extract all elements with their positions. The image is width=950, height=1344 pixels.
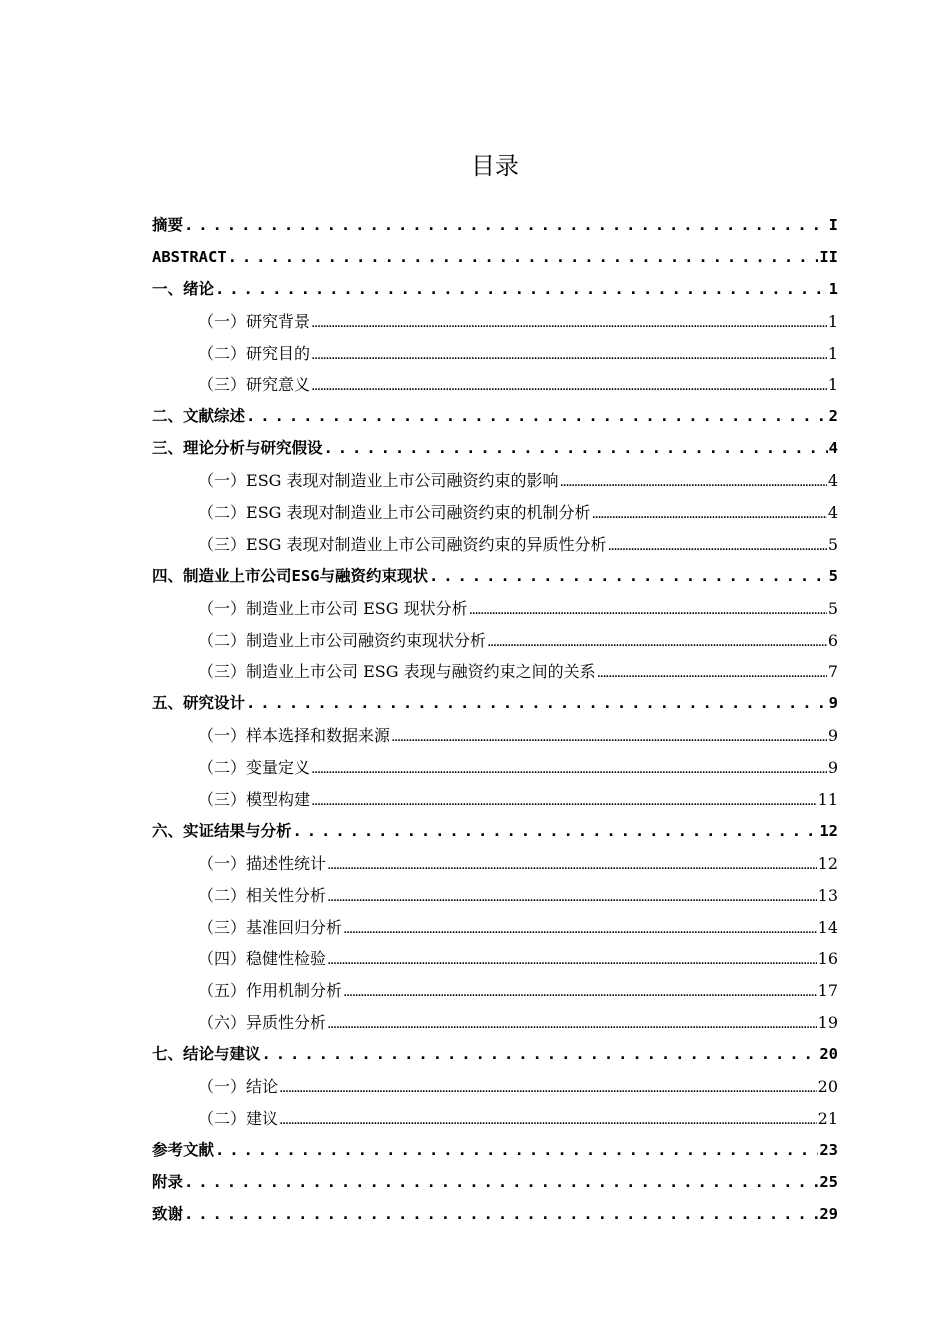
dot-leader: [311, 369, 827, 403]
toc-subentry[interactable]: [152, 1103, 838, 1135]
dot-leader: [215, 1135, 818, 1167]
toc-entry-title: 研究意义: [246, 375, 311, 395]
toc-entry-title: 作用机制分析: [246, 981, 343, 1001]
toc-entry-number: （四）: [198, 949, 247, 969]
toc-entry-number: （二）: [198, 343, 247, 363]
dot-leader: [597, 656, 827, 690]
toc-entry[interactable]: [152, 688, 838, 720]
toc-page-number: 1: [827, 375, 838, 395]
toc-page-number: 5: [828, 566, 838, 585]
toc-subentry[interactable]: [152, 1071, 838, 1103]
toc-entry-number: 五、: [152, 694, 184, 713]
toc-entry-number: （三）: [198, 534, 247, 554]
toc-subentry[interactable]: [152, 625, 838, 657]
page-title: 目录: [471, 152, 519, 180]
toc-entry-number: （二）: [198, 1108, 247, 1128]
toc-subentry[interactable]: [152, 465, 838, 497]
toc-entry-title: 相关性分析: [246, 885, 327, 905]
toc-subentry[interactable]: [152, 784, 838, 816]
toc-entry-number: （二）: [198, 630, 247, 650]
dot-leader: [293, 816, 819, 848]
toc-page-number: 6: [827, 630, 838, 650]
toc-subentry[interactable]: [152, 529, 838, 561]
toc-entry-title: 制造业上市公司 ESG 现状分析: [246, 598, 468, 618]
dot-leader: [560, 465, 827, 499]
toc-entry[interactable]: [152, 242, 838, 274]
toc-entry[interactable]: [152, 274, 838, 306]
dot-leader: [324, 433, 828, 465]
toc-entry-number: 七、: [152, 1045, 184, 1064]
toc-page-number: 5: [827, 534, 838, 554]
toc-subentry[interactable]: [152, 975, 838, 1007]
toc-entry-number: （二）: [198, 758, 247, 778]
toc-page-number: 16: [817, 949, 838, 969]
toc-subentry[interactable]: [152, 752, 838, 784]
toc-page-number: 25: [819, 1172, 838, 1191]
toc-page-number: 4: [827, 471, 838, 491]
toc-page-number: 17: [817, 981, 838, 1001]
dot-leader: [311, 784, 817, 818]
toc-entry-title: 结论: [246, 1077, 279, 1097]
toc-page-number: 1: [827, 311, 838, 331]
dot-leader: [487, 625, 827, 659]
dot-leader: [262, 1039, 819, 1071]
toc-entry-number: （二）: [198, 503, 247, 523]
dot-leader: [184, 1199, 818, 1231]
toc-entry-title: ABSTRACT: [152, 247, 227, 266]
toc-page-number: 29: [819, 1204, 838, 1223]
toc-entry-title: 制造业上市公司融资约束现状分析: [246, 630, 487, 650]
toc-page-number: 4: [828, 439, 838, 458]
toc-subentry[interactable]: [152, 912, 838, 944]
toc-entry-title: 稳健性检验: [246, 949, 327, 969]
toc-subentry[interactable]: [152, 848, 838, 880]
toc-entry-number: （三）: [198, 917, 247, 937]
toc-page-number: 21: [817, 1108, 838, 1128]
dot-leader: [279, 1103, 817, 1137]
toc-page-number: 9: [827, 758, 838, 778]
toc-subentry[interactable]: [152, 369, 838, 401]
dot-leader: [327, 943, 817, 977]
dot-leader: [246, 401, 828, 433]
dot-leader: [215, 274, 828, 306]
toc-entry[interactable]: [152, 1199, 838, 1231]
toc-subentry[interactable]: [152, 593, 838, 625]
toc-entry-title: ESG 表现对制造业上市公司融资约束的机制分析: [246, 503, 591, 523]
toc-entry-title: 研究背景: [246, 311, 311, 331]
toc-entry-number: 四、: [152, 566, 184, 585]
toc-subentry[interactable]: [152, 880, 838, 912]
dot-leader: [228, 242, 819, 274]
toc-entry-title: 参考文献: [152, 1140, 215, 1159]
toc-page-number: 23: [819, 1140, 838, 1159]
toc-entry-number: （六）: [198, 1013, 247, 1033]
toc-page-number: 14: [817, 917, 838, 937]
toc-entry-title: ESG 表现对制造业上市公司融资约束的异质性分析: [246, 534, 607, 554]
dot-leader: [246, 688, 828, 720]
dot-leader: [311, 752, 827, 786]
dot-leader: [184, 1167, 818, 1199]
dot-leader: [184, 210, 828, 242]
toc-entry-number: （一）: [198, 311, 247, 331]
toc-entry-number: 一、: [152, 279, 184, 298]
toc-subentry[interactable]: [152, 720, 838, 752]
toc-entry-number: （一）: [198, 853, 247, 873]
toc-page-number: 19: [817, 1013, 838, 1033]
table-of-contents: [152, 210, 838, 1231]
toc-entry-number: （二）: [198, 885, 247, 905]
toc-entry-title: 模型构建: [246, 790, 311, 810]
dot-leader: [469, 593, 827, 627]
dot-leader: [327, 848, 817, 882]
dot-leader: [327, 880, 817, 914]
dot-leader: [343, 912, 817, 946]
toc-subentry[interactable]: [152, 656, 838, 688]
dot-leader: [608, 529, 827, 563]
toc-entry-title: 变量定义: [246, 758, 311, 778]
dot-leader: [279, 1071, 817, 1105]
toc-entry-number: 二、: [152, 407, 184, 426]
dot-leader: [592, 497, 827, 531]
toc-entry-title: 附录: [152, 1172, 184, 1191]
toc-entry-title: 摘要: [152, 216, 184, 234]
toc-page-number: 9: [827, 726, 838, 746]
toc-entry-title: 绪论: [183, 279, 215, 298]
dot-leader: [429, 561, 828, 593]
toc-entry-title: 样本选择和数据来源: [246, 726, 391, 746]
dot-leader: [391, 720, 827, 754]
toc-entry[interactable]: [152, 1167, 838, 1199]
toc-page-number: 4: [827, 503, 838, 523]
toc-entry-title: 实证结果与分析: [183, 821, 292, 840]
toc-entry-number: （三）: [198, 662, 247, 682]
toc-entry-title: 异质性分析: [246, 1013, 327, 1033]
toc-entry[interactable]: [152, 210, 838, 242]
dot-leader: [311, 338, 827, 372]
toc-subentry[interactable]: [152, 943, 838, 975]
toc-subentry[interactable]: [152, 1007, 838, 1039]
dot-leader: [343, 975, 817, 1009]
toc-entry-number: （一）: [198, 1077, 247, 1097]
toc-entry-number: （三）: [198, 790, 247, 810]
toc-page-number: 9: [828, 694, 838, 713]
toc-page-number: 1: [828, 279, 838, 298]
dot-leader: [311, 306, 827, 340]
toc-page-number: 20: [817, 1077, 838, 1097]
toc-page-number: 13: [817, 885, 838, 905]
toc-entry-number: （一）: [198, 598, 247, 618]
toc-entry[interactable]: [152, 1135, 838, 1167]
toc-entry-number: 三、: [152, 439, 184, 458]
toc-entry[interactable]: [152, 401, 838, 433]
toc-entry-title: 基准回归分析: [246, 917, 343, 937]
toc-page-number: 11: [817, 790, 838, 810]
toc-entry-title: 制造业上市公司 ESG 表现与融资约束之间的关系: [246, 662, 596, 682]
toc-entry-title: 制造业上市公司ESG与融资约束现状: [183, 566, 429, 585]
toc-subentry[interactable]: [152, 497, 838, 529]
toc-entry-number: 六、: [152, 821, 184, 840]
toc-entry-title: 研究设计: [183, 694, 246, 713]
dot-leader: [327, 1007, 817, 1041]
toc-entry[interactable]: [152, 1039, 838, 1071]
toc-entry-title: 致谢: [152, 1204, 184, 1223]
toc-entry-title: 建议: [246, 1108, 279, 1128]
toc-entry[interactable]: [152, 816, 838, 848]
toc-entry-number: （一）: [198, 471, 247, 491]
toc-subentry[interactable]: [152, 338, 838, 370]
toc-entry[interactable]: [152, 561, 838, 593]
toc-page-number: 12: [819, 821, 838, 840]
toc-entry-title: 描述性统计: [246, 853, 327, 873]
toc-entry-number: （一）: [198, 726, 247, 746]
toc-entry-title: ESG 表现对制造业上市公司融资约束的影响: [246, 471, 559, 491]
toc-page-number: 2: [828, 407, 838, 426]
toc-entry-title: 理论分析与研究假设: [183, 439, 323, 458]
toc-page-number: I: [828, 216, 838, 234]
toc-page-number: 7: [827, 662, 838, 682]
toc-page-number: 1: [827, 343, 838, 363]
toc-page-number: II: [819, 247, 838, 266]
toc-page-number: 20: [819, 1045, 838, 1064]
toc-entry-number: （五）: [198, 981, 247, 1001]
toc-entry-title: 结论与建议: [183, 1045, 261, 1064]
toc-entry-title: 文献综述: [183, 407, 246, 426]
toc-subentry[interactable]: [152, 306, 838, 338]
toc-entry-title: 研究目的: [246, 343, 311, 363]
toc-entry-number: （三）: [198, 375, 247, 395]
toc-page-number: 5: [827, 598, 838, 618]
toc-page-number: 12: [817, 853, 838, 873]
toc-entry[interactable]: [152, 433, 838, 465]
